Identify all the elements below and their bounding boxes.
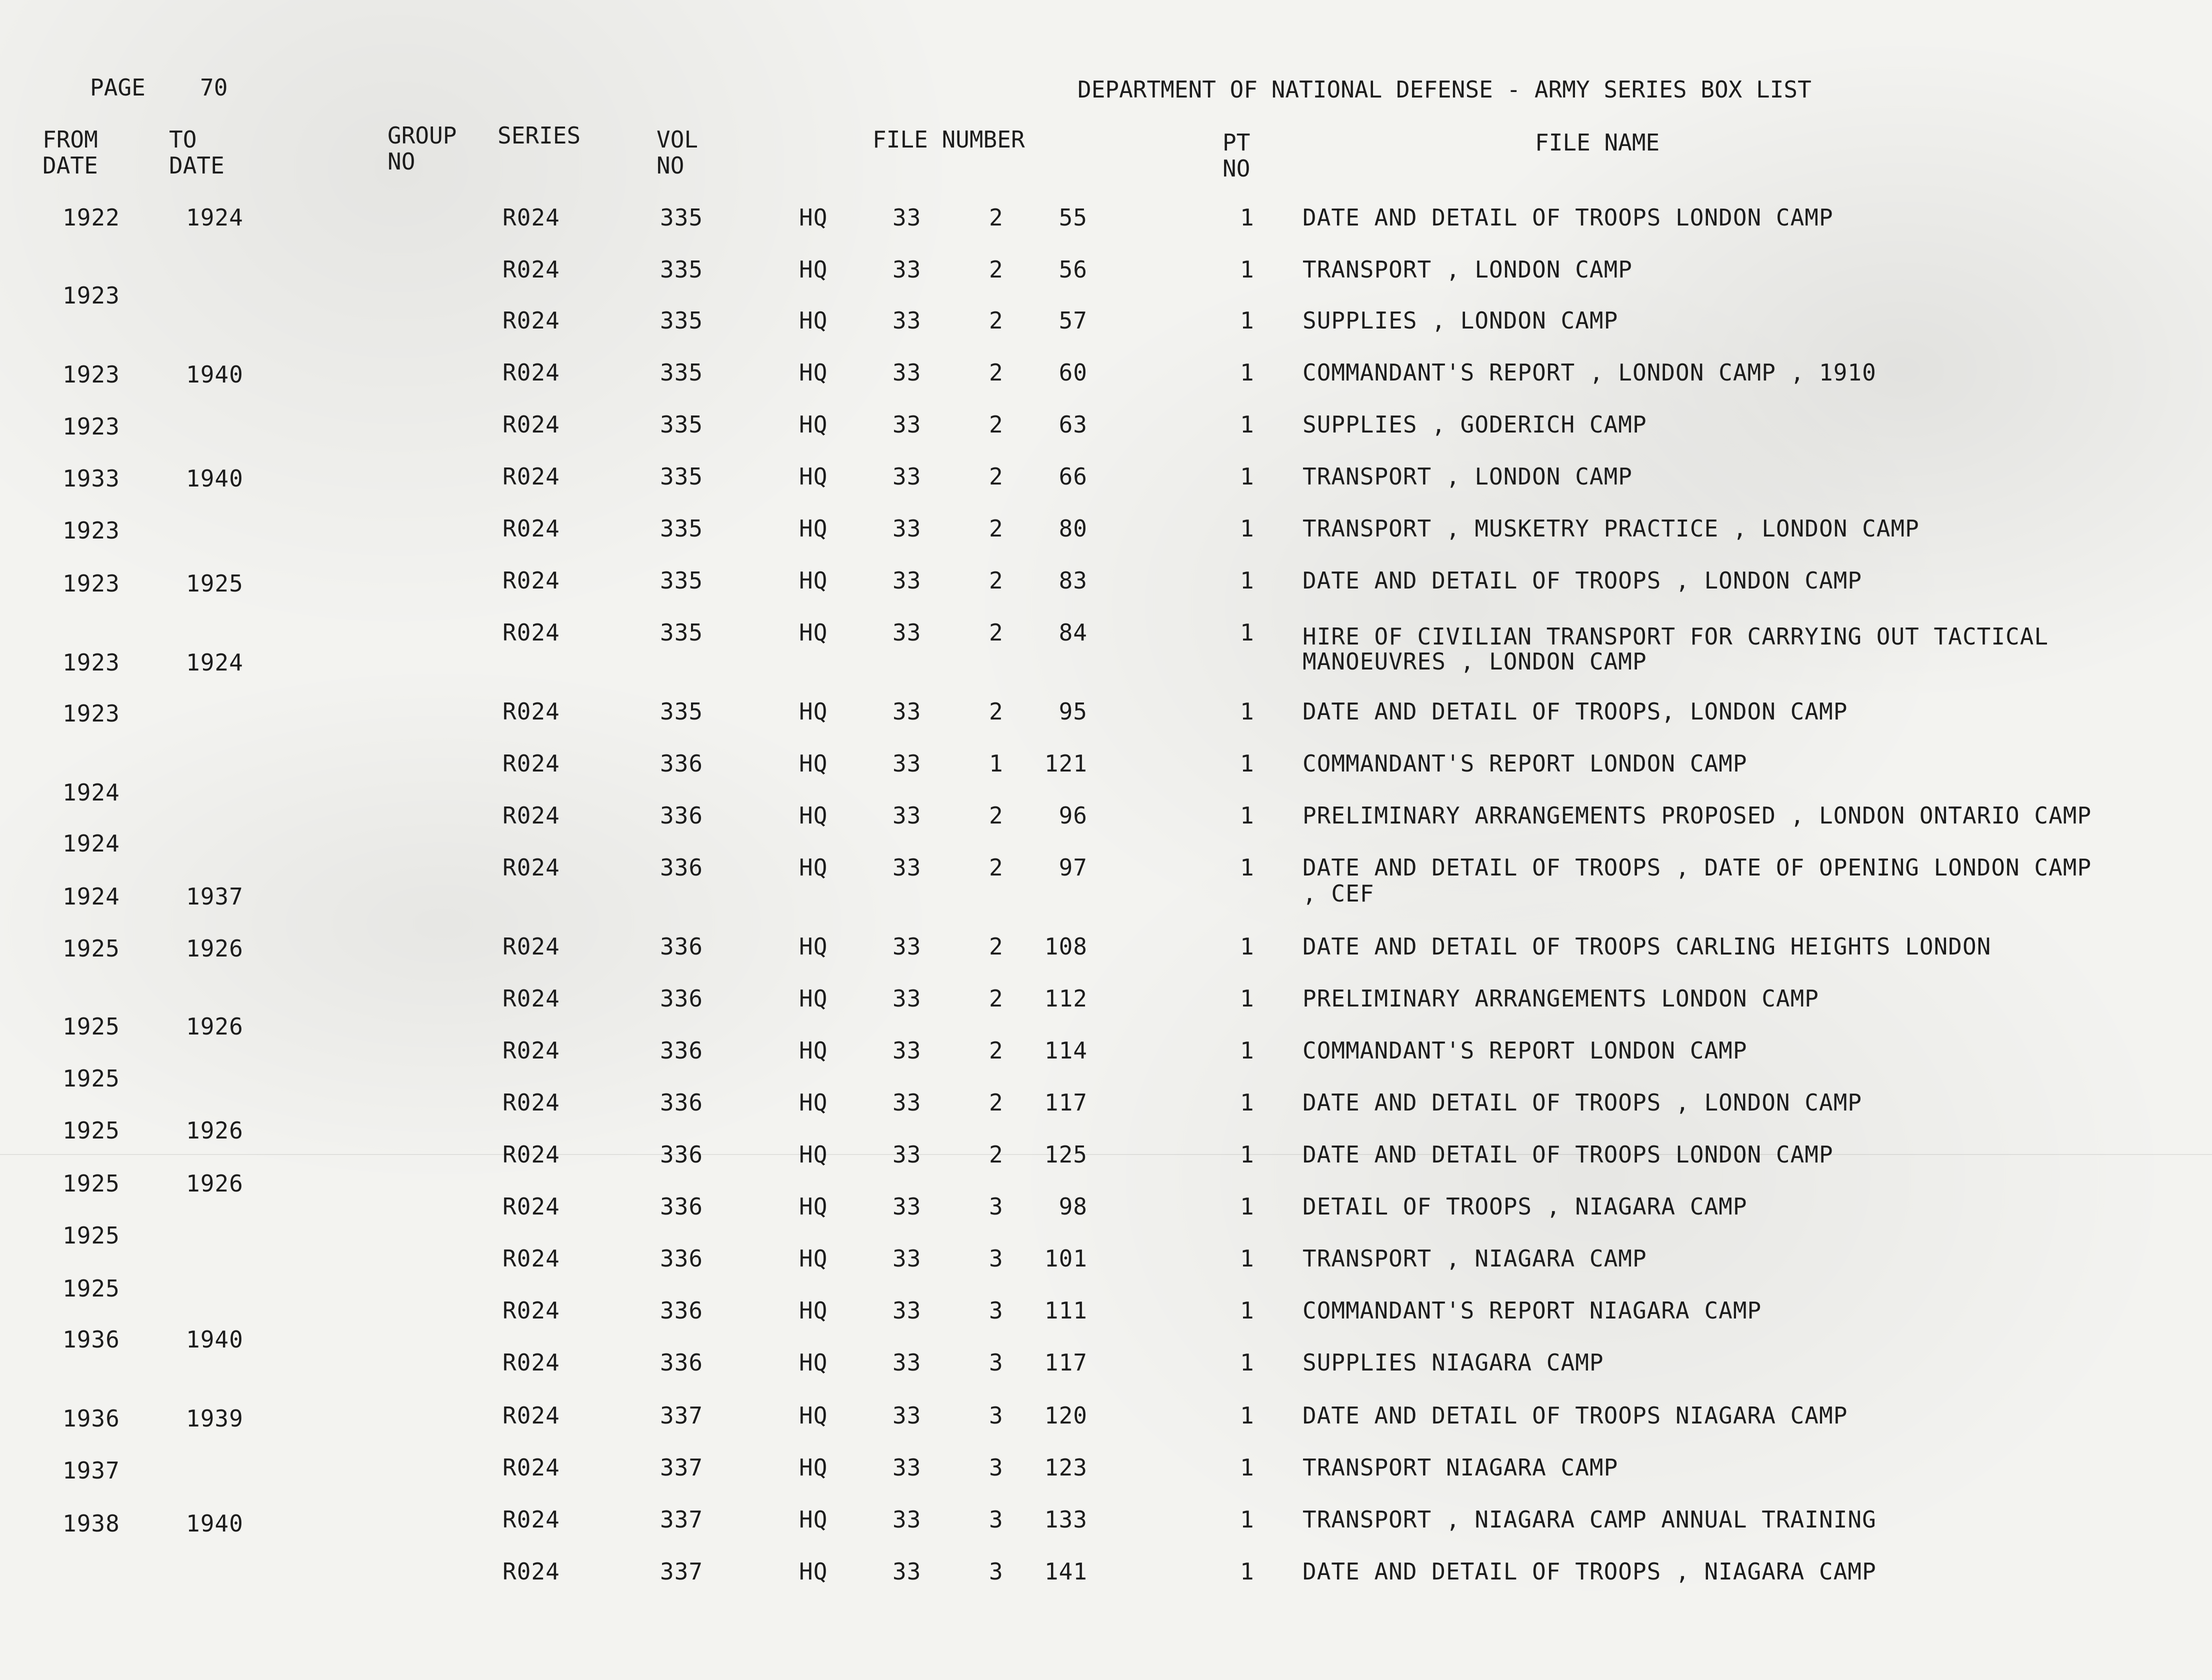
file-number-part1: 33 [892, 854, 922, 881]
from-date: 1937 [62, 1457, 120, 1484]
file-number-part1: 33 [892, 256, 922, 283]
series-cell: R024 [502, 1141, 560, 1168]
hq-cell: HQ [799, 1193, 828, 1220]
from-date: 1925 [62, 1275, 120, 1302]
file-number-part3: 57 [1058, 307, 1088, 334]
pt-cell: 1 [1240, 359, 1254, 386]
hq-cell: HQ [799, 1349, 828, 1376]
file-number-part2: 2 [989, 698, 1004, 725]
table-row [0, 802, 2212, 832]
file-number-part3: 117 [1044, 1349, 1088, 1376]
series-cell: R024 [502, 1037, 560, 1064]
table-row [0, 1454, 2212, 1484]
file-name-cell: DATE AND DETAIL OF TROOPS, LONDON CAMP [1302, 698, 1848, 725]
file-number-part1: 33 [892, 698, 922, 725]
hq-cell: HQ [799, 1558, 828, 1585]
file-number-part2: 2 [989, 463, 1004, 490]
file-number-part3: 141 [1044, 1558, 1088, 1585]
file-number-part3: 84 [1058, 619, 1088, 646]
series-cell: R024 [502, 307, 560, 334]
file-number-part3: 80 [1058, 515, 1088, 542]
file-number-part1: 33 [892, 204, 922, 231]
pt-cell: 1 [1240, 802, 1254, 829]
file-name-cell: COMMANDANT'S REPORT NIAGARA CAMP [1302, 1297, 1762, 1324]
pt-cell: 1 [1240, 567, 1254, 594]
header-vol-line2: NO [656, 152, 684, 179]
table-row [0, 411, 2212, 441]
vol-cell: 335 [660, 698, 704, 725]
pt-cell: 1 [1240, 307, 1254, 334]
to-date: 1924 [186, 204, 244, 231]
file-number-part3: 111 [1044, 1297, 1088, 1324]
table-row [0, 256, 2212, 286]
file-number-part2: 2 [989, 1037, 1004, 1064]
series-cell: R024 [502, 359, 560, 386]
header-group-line2: NO [388, 148, 416, 175]
vol-cell: 335 [660, 619, 704, 646]
table-row [0, 1349, 2212, 1379]
table-row [0, 359, 2212, 389]
file-number-part1: 33 [892, 1454, 922, 1481]
series-cell: R024 [502, 1089, 560, 1116]
table-row [0, 463, 2212, 493]
vol-cell: 335 [660, 359, 704, 386]
table-row [0, 985, 2212, 1015]
vol-cell: 336 [660, 802, 704, 829]
file-number-part2: 2 [989, 854, 1004, 881]
from-date: 1923 [62, 570, 120, 597]
to-date: 1925 [186, 570, 244, 597]
pt-cell: 1 [1240, 1454, 1254, 1481]
file-name-cell: TRANSPORT NIAGARA CAMP [1302, 1454, 1618, 1481]
header-vol-line1: VOL [656, 126, 698, 153]
file-number-part2: 2 [989, 1089, 1004, 1116]
file-number-part2: 2 [989, 411, 1004, 438]
file-name-cell: DATE AND DETAIL OF TROOPS , DATE OF OPENING LONDON CAMP [1302, 854, 2092, 881]
file-number-part3: 112 [1044, 985, 1088, 1012]
from-date: 1923 [62, 413, 120, 440]
vol-cell: 336 [660, 1089, 704, 1116]
series-cell: R024 [502, 256, 560, 283]
file-number-part3: 96 [1058, 802, 1088, 829]
vol-cell: 335 [660, 307, 704, 334]
hq-cell: HQ [799, 1245, 828, 1272]
file-number-part2: 3 [989, 1402, 1004, 1429]
hq-cell: HQ [799, 1297, 828, 1324]
hq-cell: HQ [799, 1089, 828, 1116]
file-number-part1: 33 [892, 1089, 922, 1116]
file-number-part1: 33 [892, 1558, 922, 1585]
file-number-part2: 3 [989, 1297, 1004, 1324]
file-name-cell: COMMANDANT'S REPORT LONDON CAMP [1302, 750, 1748, 777]
vol-cell: 337 [660, 1506, 704, 1533]
pt-cell: 1 [1240, 1193, 1254, 1220]
vol-cell: 336 [660, 1037, 704, 1064]
file-number-part3: 125 [1044, 1141, 1088, 1168]
series-cell: R024 [502, 854, 560, 881]
file-name-cell: COMMANDANT'S REPORT , LONDON CAMP , 1910 [1302, 359, 1876, 386]
file-name-cell: DATE AND DETAIL OF TROOPS LONDON CAMP [1302, 204, 1834, 231]
file-number-part1: 33 [892, 359, 922, 386]
vol-cell: 336 [660, 1141, 704, 1168]
file-name-continuation: , CEF [1302, 880, 1374, 907]
pt-cell: 1 [1240, 256, 1254, 283]
hq-cell: HQ [799, 1506, 828, 1533]
hq-cell: HQ [799, 1141, 828, 1168]
to-date: 1940 [186, 1510, 244, 1537]
file-number-part1: 33 [892, 985, 922, 1012]
header-to-line1: TO [169, 126, 197, 153]
vol-cell: 336 [660, 1297, 704, 1324]
vol-cell: 335 [660, 567, 704, 594]
to-date: 1940 [186, 361, 244, 388]
file-number-part1: 33 [892, 750, 922, 777]
from-date: 1923 [62, 649, 120, 676]
file-number-part2: 2 [989, 1141, 1004, 1168]
pt-cell: 1 [1240, 1245, 1254, 1272]
vol-cell: 337 [660, 1558, 704, 1585]
file-number-part1: 33 [892, 567, 922, 594]
file-number-part2: 2 [989, 515, 1004, 542]
to-date: 1926 [186, 1013, 244, 1040]
hq-cell: HQ [799, 567, 828, 594]
vol-cell: 337 [660, 1402, 704, 1429]
series-cell: R024 [502, 985, 560, 1012]
vol-cell: 335 [660, 204, 704, 231]
file-number-part3: 108 [1044, 933, 1088, 960]
file-number-part1: 33 [892, 1141, 922, 1168]
header-file-name: FILE NAME [1535, 129, 1660, 156]
table-row [0, 1141, 2212, 1171]
to-date: 1939 [186, 1405, 244, 1432]
hq-cell: HQ [799, 307, 828, 334]
file-name-cell: PRELIMINARY ARRANGEMENTS LONDON CAMP [1302, 985, 1819, 1012]
pt-cell: 1 [1240, 515, 1254, 542]
from-date: 1936 [62, 1405, 120, 1432]
series-cell: R024 [502, 619, 560, 646]
table-row [0, 307, 2212, 337]
file-number-part1: 33 [892, 1349, 922, 1376]
table-row [0, 698, 2212, 728]
vol-cell: 336 [660, 1193, 704, 1220]
page-fold-line [0, 1154, 2212, 1155]
table-row [0, 619, 2212, 674]
file-name-cell: TRANSPORT , LONDON CAMP [1302, 256, 1632, 283]
file-name-cell: HIRE OF CIVILIAN TRANSPORT FOR CARRYING OUT TACTICAL [1302, 623, 2049, 650]
header-file-number: FILE NUMBER [872, 126, 1025, 153]
from-date: 1925 [62, 1170, 120, 1197]
from-date: 1922 [62, 204, 120, 231]
file-number-part2: 3 [989, 1193, 1004, 1220]
to-date: 1926 [186, 935, 244, 962]
hq-cell: HQ [799, 698, 828, 725]
file-number-part2: 2 [989, 567, 1004, 594]
from-date: 1924 [62, 883, 120, 910]
file-number-part3: 101 [1044, 1245, 1088, 1272]
from-date: 1923 [62, 361, 120, 388]
series-cell: R024 [502, 698, 560, 725]
table-row [0, 1037, 2212, 1067]
file-number-part1: 33 [892, 802, 922, 829]
file-name-cell: DETAIL OF TROOPS , NIAGARA CAMP [1302, 1193, 1748, 1220]
vol-cell: 336 [660, 933, 704, 960]
pt-cell: 1 [1240, 1506, 1254, 1533]
file-number-part1: 33 [892, 515, 922, 542]
hq-cell: HQ [799, 463, 828, 490]
vol-cell: 335 [660, 463, 704, 490]
file-number-part3: 97 [1058, 854, 1088, 881]
series-cell: R024 [502, 1349, 560, 1376]
table-row [0, 1245, 2212, 1275]
header-pt-line2: NO [1222, 155, 1250, 182]
series-cell: R024 [502, 933, 560, 960]
file-number-part3: 133 [1044, 1506, 1088, 1533]
document-title: DEPARTMENT OF NATIONAL DEFENSE - ARMY SERIES BOX LIST [1078, 76, 1812, 103]
from-date: 1925 [62, 1117, 120, 1144]
pt-cell: 1 [1240, 933, 1254, 960]
table-row [0, 567, 2212, 597]
table-row [0, 1297, 2212, 1327]
hq-cell: HQ [799, 802, 828, 829]
pt-cell: 1 [1240, 1037, 1254, 1064]
file-name-cell: DATE AND DETAIL OF TROOPS NIAGARA CAMP [1302, 1402, 1848, 1429]
series-cell: R024 [502, 1297, 560, 1324]
to-date: 1924 [186, 649, 244, 676]
file-name-cell: DATE AND DETAIL OF TROOPS , LONDON CAMP [1302, 1089, 1862, 1116]
file-number-part1: 33 [892, 1402, 922, 1429]
table-row [0, 933, 2212, 963]
series-cell: R024 [502, 1402, 560, 1429]
file-number-part1: 33 [892, 619, 922, 646]
hq-cell: HQ [799, 933, 828, 960]
table-row [0, 1089, 2212, 1119]
file-number-part2: 3 [989, 1558, 1004, 1585]
file-number-part2: 2 [989, 256, 1004, 283]
pt-cell: 1 [1240, 411, 1254, 438]
pt-cell: 1 [1240, 1089, 1254, 1116]
header-group-line1: GROUP [388, 122, 457, 149]
hq-cell: HQ [799, 515, 828, 542]
series-cell: R024 [502, 750, 560, 777]
file-name-cell: DATE AND DETAIL OF TROOPS LONDON CAMP [1302, 1141, 1834, 1168]
to-date: 1937 [186, 883, 244, 910]
series-cell: R024 [502, 567, 560, 594]
table-row [0, 1402, 2212, 1432]
file-name-cell: SUPPLIES , GODERICH CAMP [1302, 411, 1647, 438]
file-name-cell: TRANSPORT , MUSKETRY PRACTICE , LONDON CAMP [1302, 515, 1920, 542]
file-number-part1: 33 [892, 1037, 922, 1064]
hq-cell: HQ [799, 750, 828, 777]
file-number-part3: 63 [1058, 411, 1088, 438]
table-row [0, 1193, 2212, 1223]
file-name-cell: TRANSPORT , NIAGARA CAMP ANNUAL TRAINING [1302, 1506, 1876, 1533]
table-row [0, 515, 2212, 545]
series-cell: R024 [502, 1506, 560, 1533]
file-number-part3: 56 [1058, 256, 1088, 283]
file-number-part1: 33 [892, 463, 922, 490]
table-row [0, 1558, 2212, 1588]
header-series: SERIES [498, 122, 581, 149]
from-date: 1925 [62, 935, 120, 962]
series-cell: R024 [502, 1454, 560, 1481]
vol-cell: 337 [660, 1454, 704, 1481]
file-number-part2: 2 [989, 619, 1004, 646]
hq-cell: HQ [799, 985, 828, 1012]
vol-cell: 335 [660, 256, 704, 283]
hq-cell: HQ [799, 359, 828, 386]
file-number-part1: 33 [892, 1297, 922, 1324]
from-date: 1936 [62, 1326, 120, 1353]
pt-cell: 1 [1240, 698, 1254, 725]
to-date: 1940 [186, 1326, 244, 1353]
series-cell: R024 [502, 411, 560, 438]
from-date: 1925 [62, 1013, 120, 1040]
file-number-part3: 98 [1058, 1193, 1088, 1220]
pt-cell: 1 [1240, 1141, 1254, 1168]
from-date: 1924 [62, 779, 120, 806]
to-date: 1940 [186, 465, 244, 492]
header-from-line1: FROM [42, 126, 98, 153]
file-number-part1: 33 [892, 1506, 922, 1533]
from-date: 1933 [62, 465, 120, 492]
from-date: 1923 [62, 517, 120, 544]
from-date: 1924 [62, 830, 120, 857]
pt-cell: 1 [1240, 1297, 1254, 1324]
file-number-part2: 2 [989, 307, 1004, 334]
vol-cell: 336 [660, 854, 704, 881]
pt-cell: 1 [1240, 619, 1254, 646]
file-name-cell: PRELIMINARY ARRANGEMENTS PROPOSED , LONDON ONTARIO CAMP [1302, 802, 2092, 829]
file-number-part2: 2 [989, 802, 1004, 829]
header-pt-line1: PT [1222, 129, 1250, 156]
pt-cell: 1 [1240, 1349, 1254, 1376]
file-name-cell: DATE AND DETAIL OF TROOPS , LONDON CAMP [1302, 567, 1862, 594]
from-date: 1925 [62, 1065, 120, 1092]
file-number-part1: 33 [892, 933, 922, 960]
from-date: 1923 [62, 282, 120, 309]
file-number-part2: 3 [989, 1506, 1004, 1533]
file-number-part2: 3 [989, 1245, 1004, 1272]
file-number-part2: 2 [989, 204, 1004, 231]
file-number-part2: 2 [989, 985, 1004, 1012]
file-name-cell: TRANSPORT , LONDON CAMP [1302, 463, 1632, 490]
file-name-cell: DATE AND DETAIL OF TROOPS , NIAGARA CAMP [1302, 1558, 1876, 1585]
vol-cell: 336 [660, 1349, 704, 1376]
table-row [0, 750, 2212, 780]
hq-cell: HQ [799, 854, 828, 881]
hq-cell: HQ [799, 256, 828, 283]
file-number-part2: 1 [989, 750, 1004, 777]
hq-cell: HQ [799, 204, 828, 231]
file-number-part3: 55 [1058, 204, 1088, 231]
pt-cell: 1 [1240, 463, 1254, 490]
file-number-part1: 33 [892, 411, 922, 438]
file-name-cell: SUPPLIES , LONDON CAMP [1302, 307, 1618, 334]
pt-cell: 1 [1240, 204, 1254, 231]
hq-cell: HQ [799, 1402, 828, 1429]
vol-cell: 335 [660, 411, 704, 438]
hq-cell: HQ [799, 1037, 828, 1064]
page-label: PAGE [90, 74, 146, 101]
file-number-part3: 66 [1058, 463, 1088, 490]
series-cell: R024 [502, 1245, 560, 1272]
vol-cell: 336 [660, 750, 704, 777]
file-number-part2: 3 [989, 1454, 1004, 1481]
series-cell: R024 [502, 515, 560, 542]
series-cell: R024 [502, 1558, 560, 1585]
file-name-cell: DATE AND DETAIL OF TROOPS CARLING HEIGHTS LONDON [1302, 933, 1992, 960]
from-date: 1938 [62, 1510, 120, 1537]
series-cell: R024 [502, 802, 560, 829]
file-number-part1: 33 [892, 1245, 922, 1272]
series-cell: R024 [502, 204, 560, 231]
pt-cell: 1 [1240, 985, 1254, 1012]
file-number-part3: 83 [1058, 567, 1088, 594]
header-to-line2: DATE [169, 152, 224, 179]
file-name-continuation: MANOEUVRES , LONDON CAMP [1302, 648, 1647, 675]
page-number: 70 [200, 74, 228, 101]
file-number-part3: 120 [1044, 1402, 1088, 1429]
series-cell: R024 [502, 463, 560, 490]
file-number-part3: 121 [1044, 750, 1088, 777]
to-date: 1926 [186, 1117, 244, 1144]
hq-cell: HQ [799, 1454, 828, 1481]
series-cell: R024 [502, 1193, 560, 1220]
from-date: 1925 [62, 1222, 120, 1249]
file-name-cell: SUPPLIES NIAGARA CAMP [1302, 1349, 1604, 1376]
file-number-part2: 2 [989, 359, 1004, 386]
file-name-cell: TRANSPORT , NIAGARA CAMP [1302, 1245, 1647, 1272]
file-number-part1: 33 [892, 307, 922, 334]
vol-cell: 336 [660, 985, 704, 1012]
file-number-part3: 114 [1044, 1037, 1088, 1064]
file-number-part3: 60 [1058, 359, 1088, 386]
table-row [0, 204, 2212, 234]
header-from-line2: DATE [42, 152, 98, 179]
table-row [0, 1506, 2212, 1536]
file-name-cell: COMMANDANT'S REPORT LONDON CAMP [1302, 1037, 1748, 1064]
file-number-part2: 3 [989, 1349, 1004, 1376]
hq-cell: HQ [799, 619, 828, 646]
pt-cell: 1 [1240, 1402, 1254, 1429]
to-date: 1926 [186, 1170, 244, 1197]
vol-cell: 336 [660, 1245, 704, 1272]
file-number-part2: 2 [989, 933, 1004, 960]
file-number-part3: 123 [1044, 1454, 1088, 1481]
table-row [0, 854, 2212, 909]
pt-cell: 1 [1240, 1558, 1254, 1585]
vol-cell: 335 [660, 515, 704, 542]
pt-cell: 1 [1240, 750, 1254, 777]
file-number-part1: 33 [892, 1193, 922, 1220]
file-number-part3: 117 [1044, 1089, 1088, 1116]
pt-cell: 1 [1240, 854, 1254, 881]
from-date: 1923 [62, 700, 120, 727]
file-number-part3: 95 [1058, 698, 1088, 725]
hq-cell: HQ [799, 411, 828, 438]
